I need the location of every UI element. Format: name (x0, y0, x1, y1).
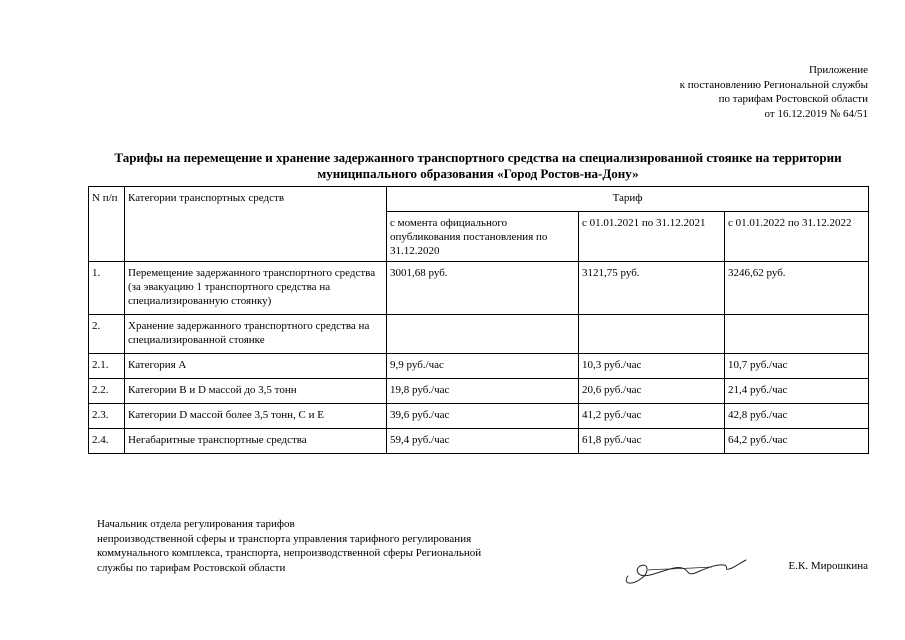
row-value: 41,2 руб./час (579, 404, 725, 429)
row-value: 9,9 руб./час (387, 354, 579, 379)
table-row (89, 262, 869, 315)
row-value: 64,2 руб./час (725, 429, 869, 454)
row-value: 3246,62 руб. (725, 262, 869, 315)
tariff-table (88, 186, 869, 454)
row-value: 42,8 руб./час (725, 404, 869, 429)
row-value (579, 315, 725, 354)
appendix-line: Приложение (808, 64, 868, 76)
row-name: Категория A (125, 354, 387, 379)
row-value: 21,4 руб./час (725, 379, 869, 404)
header-period-3: с 01.01.2022 по 31.12.2022 (725, 212, 869, 262)
signatory-line: коммунального комплекса, транспорта, непроизводственной сферы Региональной (97, 547, 482, 559)
handwritten-signature (620, 548, 750, 588)
row-num: 2.1. (89, 354, 125, 379)
table-row (89, 404, 869, 429)
table-row (89, 315, 869, 354)
row-value: 10,7 руб./час (725, 354, 869, 379)
signatory-line: непроизводственной сферы и транспорта управления тарифного регулирования (97, 532, 472, 545)
document-title: Тарифы на перемещение и хранение задержанного транспортного средства на специализированной стоянке на территории муниципального образования «Город Ростов-на-Дону» (114, 150, 842, 181)
row-value (725, 315, 869, 354)
table-row (89, 379, 869, 404)
table-row (89, 354, 869, 379)
row-value: 61,8 руб./час (579, 429, 725, 454)
row-num: 1. (89, 262, 125, 315)
appendix-block (538, 63, 868, 121)
row-num: 2. (89, 315, 125, 354)
row-num: 2.4. (89, 429, 125, 454)
appendix-line: по тарифам Ростовской области (718, 93, 868, 105)
row-num: 2.2. (89, 379, 125, 404)
signatory-line: службы по тарифам Ростовской области (97, 561, 286, 574)
row-num: 2.3. (89, 404, 125, 429)
signer-name: Е.К. Мирошкина (788, 560, 868, 572)
row-value: 59,4 руб./час (387, 429, 579, 454)
row-value: 10,3 руб./час (579, 354, 725, 379)
header-num: N п/п (89, 187, 125, 262)
signatory-block (97, 517, 567, 575)
header-category: Категории транспортных средств (125, 187, 387, 262)
row-value: 3121,75 руб. (579, 262, 725, 315)
appendix-line: к постановлению Региональной службы (679, 78, 868, 91)
row-value (387, 315, 579, 354)
row-name: Категории B и D массой до 3,5 тонн (125, 379, 387, 404)
row-value: 19,8 руб./час (387, 379, 579, 404)
header-period-1: с момента официального опубликования постановления по 31.12.2020 (387, 212, 579, 262)
row-name: Категории D массой более 3,5 тонн, C и E (125, 404, 387, 429)
row-value: 3001,68 руб. (387, 262, 579, 315)
table-row (89, 429, 869, 454)
row-name: Хранение задержанного транспортного средства на специализированной стоянке (125, 315, 387, 354)
row-name: Перемещение задержанного транспортного средства (за эвакуацию 1 транспортного средства на специализированную стоянку) (125, 262, 387, 315)
table-header-row (89, 187, 869, 212)
row-name: Негабаритные транспортные средства (125, 429, 387, 454)
header-period-2: с 01.01.2021 по 31.12.2021 (579, 212, 725, 262)
header-tariff: Тариф (387, 187, 869, 212)
appendix-line: от 16.12.2019 № 64/51 (764, 107, 868, 120)
row-value: 20,6 руб./час (579, 379, 725, 404)
row-value: 39,6 руб./час (387, 404, 579, 429)
signatory-line: Начальник отдела регулирования тарифов (97, 518, 295, 530)
